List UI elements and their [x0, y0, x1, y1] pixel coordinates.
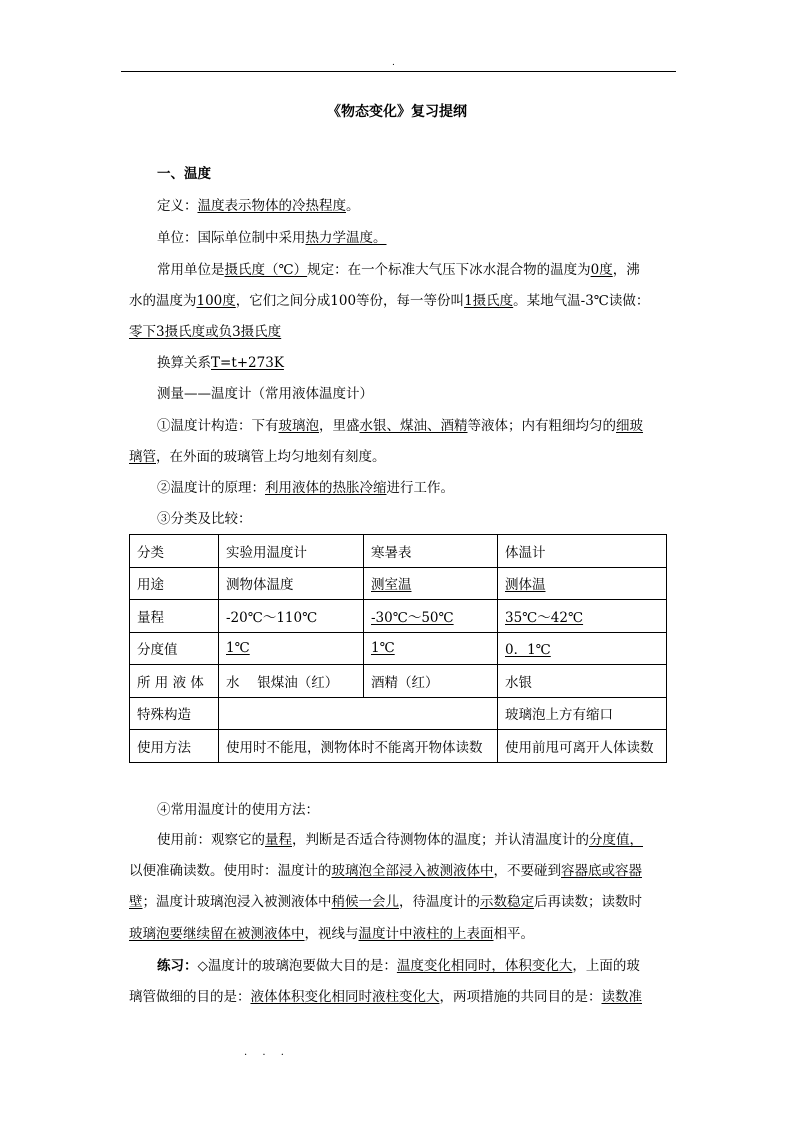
practice-line-1 — [157, 956, 640, 976]
table-cell: 体温计 — [498, 535, 667, 568]
text-run: ，待温度计的 — [399, 894, 480, 910]
classification-heading: ③分类及比较： — [157, 511, 252, 527]
table-row — [130, 665, 667, 698]
definition-label: 定义： — [157, 198, 198, 214]
underlined-term: 温度计中液柱的上表面 — [358, 926, 494, 942]
underlined-term: 水银、煤油、酒精 — [359, 418, 468, 434]
underlined-term: 负3摄氏度 — [218, 324, 282, 340]
header-dot: . — [392, 58, 395, 68]
table-cell: 酒精（红） — [364, 665, 498, 698]
text-run: ◇温度计的玻璃泡要做大目的是： — [197, 958, 397, 974]
underlined-term: 温度变化相同时，体积变化大 — [396, 958, 573, 974]
table-cell: 寒暑表 — [364, 535, 498, 568]
table-cell: 分类 — [130, 535, 219, 568]
underlined-term: 利用液体的热胀冷缩 — [265, 480, 387, 496]
table-cell: 分度值 — [130, 632, 219, 665]
practice-label: 练习： — [157, 958, 198, 974]
table-cell: 使用方法 — [130, 730, 219, 763]
table-cell — [219, 632, 364, 665]
document-title: 《物态变化》复习提纲 — [327, 104, 467, 120]
table-cell: 量程 — [130, 600, 219, 633]
table-row — [130, 600, 667, 633]
footer-dots: . . . — [244, 1047, 290, 1058]
underlined-term: 或 — [205, 324, 219, 340]
thermometer-structure-line-2 — [129, 447, 386, 467]
table-cell — [498, 600, 667, 633]
usage-line-4 — [129, 924, 534, 944]
table-cell: 水 银煤油（红） — [219, 665, 364, 698]
text-run: ①温度计构造：下有 — [157, 418, 279, 434]
text-run: 规定：在一个标准大气压下冰水混合物的温度为 — [307, 262, 591, 278]
underlined-term: 读数准 — [601, 989, 642, 1005]
text-run: ，它们之间分成100等份，每一等份叫 — [235, 293, 465, 309]
header-rule — [121, 71, 676, 72]
text-run: 进行工作。 — [386, 480, 454, 496]
section-heading-temperature: 一、温度 — [157, 166, 211, 182]
usage-line-1 — [157, 830, 643, 850]
definition-line — [157, 196, 360, 216]
table-cell: 玻璃泡上方有缩口 — [498, 697, 667, 730]
text-run: 。某地气温-3℃读做： — [513, 293, 650, 309]
underlined-term: 玻璃泡要继续留在被测液体中 — [129, 926, 305, 942]
usage-line-2 — [129, 861, 642, 881]
table-cell: 特殊构造 — [130, 697, 219, 730]
table-row — [130, 730, 667, 763]
text-run: 等液体；内有粗细均匀的 — [467, 418, 616, 434]
underlined-term: 0．1℃ — [505, 642, 551, 659]
paragraph-celsius-line-1 — [157, 260, 640, 280]
table-row — [130, 567, 667, 600]
underlined-term: 35℃～42℃ — [505, 609, 584, 626]
definition-value: 温度表示物体的冷热程度 — [197, 198, 346, 214]
definition-end: 。 — [346, 198, 360, 214]
underlined-term: 玻璃泡全部浸入被测液体中 — [331, 863, 494, 879]
usage-heading: ④常用温度计的使用方法： — [157, 802, 319, 818]
table-cell — [364, 600, 498, 633]
underlined-term: 零下3摄氏度 — [129, 324, 206, 340]
table-row — [130, 632, 667, 665]
table-cell — [219, 697, 498, 730]
table-cell: 实验用温度计 — [219, 535, 364, 568]
unit-label: 单位：国际单位制中采用 — [157, 230, 306, 246]
table-cell: 水银 — [498, 665, 667, 698]
measurement-line: 测量——温度计（常用液体温度计） — [157, 386, 373, 402]
underlined-term: 1℃ — [371, 640, 395, 657]
underlined-term: 示数稳定 — [480, 894, 534, 910]
underlined-term: -30℃～50℃ — [371, 609, 454, 626]
text-run: ，两项措施的共同目的是： — [439, 989, 602, 1005]
table-cell: 测物体温度 — [219, 567, 364, 600]
thermometer-structure-line-1 — [157, 416, 643, 436]
underlined-term: 璃管 — [129, 449, 156, 465]
underlined-term: 壁 — [129, 894, 143, 910]
underlined-term: 摄氏度（℃） — [224, 262, 308, 278]
underlined-term: 容器底或容器 — [561, 863, 642, 879]
paragraph-celsius-line-3 — [129, 322, 281, 342]
table-cell — [498, 632, 667, 665]
text-run: ②温度计的原理： — [157, 480, 265, 496]
text-run: 后再读数；读数时 — [534, 894, 642, 910]
table-cell: 所 用 液 体 — [130, 665, 219, 698]
table-cell: -20℃～110℃ — [219, 600, 364, 633]
conversion-formula: T=t+273K — [211, 355, 284, 371]
table-cell: 用途 — [130, 567, 219, 600]
text-run: 常用单位是 — [157, 262, 225, 278]
table-cell — [364, 632, 498, 665]
table-cell: 使用时不能甩，测物体时不能离开物体读数 — [219, 730, 498, 763]
thermometer-comparison-table — [129, 534, 667, 763]
underlined-term: 测室温 — [371, 577, 412, 594]
underlined-term: 100度 — [196, 293, 236, 309]
paragraph-celsius-line-2 — [129, 291, 649, 311]
text-run: ，里盛 — [319, 418, 360, 434]
underlined-term: 液体体积变化相同时液柱变化大 — [250, 989, 440, 1005]
underlined-term: 分度值， — [589, 832, 643, 848]
underlined-term: 1℃ — [226, 640, 250, 657]
text-run: ，视线与 — [304, 926, 359, 942]
underlined-term: 量程 — [265, 832, 292, 848]
underlined-term: 细玻 — [616, 418, 643, 434]
table-cell — [498, 567, 667, 600]
table-cell: 使用前甩可离开人体读数 — [498, 730, 667, 763]
conversion-label: 换算关系 — [157, 355, 211, 371]
text-run: 璃管做细的目的是： — [129, 989, 251, 1005]
conversion-line — [157, 353, 284, 373]
underlined-term: 玻璃泡 — [278, 418, 319, 434]
text-run: 水的温度为 — [129, 293, 197, 309]
text-run: ；温度计玻璃泡浸入被测液体中 — [142, 894, 332, 910]
text-run: ，沸 — [612, 262, 640, 278]
text-run: 以便准确读数。使用时：温度计的 — [129, 863, 332, 879]
practice-line-2 — [129, 987, 642, 1007]
text-run: ，判断是否适合待测物体的温度；并认清温度计的 — [292, 832, 589, 848]
usage-line-3 — [129, 892, 642, 912]
text-run: ，上面的玻 — [572, 958, 640, 974]
table-cell — [364, 567, 498, 600]
thermometer-principle-line — [157, 478, 454, 498]
text-run: 相平。 — [493, 926, 534, 942]
table-row — [130, 697, 667, 730]
unit-value: 热力学温度。 — [305, 230, 387, 246]
table-row — [130, 535, 667, 568]
text-run: ，在外面的玻璃管上均匀地刻有刻度。 — [156, 449, 386, 465]
underlined-term: 测体温 — [505, 577, 546, 594]
underlined-term: 0度 — [590, 262, 613, 278]
text-run: ，不要碰到 — [493, 863, 561, 879]
text-run: 使用前：观察它的 — [157, 832, 265, 848]
underlined-term: 稍候一会儿 — [331, 894, 399, 910]
unit-line — [157, 228, 387, 248]
underlined-term: 1摄氏度 — [464, 293, 514, 309]
